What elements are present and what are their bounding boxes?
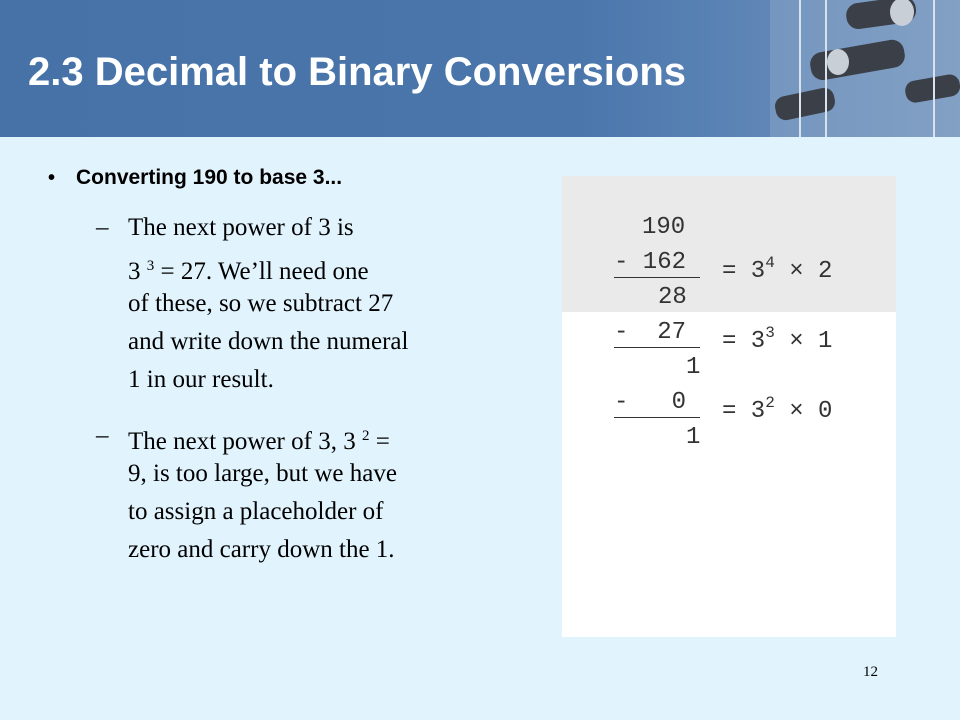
sub-bullet-2-line-1 — [128, 417, 397, 455]
sub-bullet-1-line-4: and write down the numeral — [128, 328, 409, 355]
text-fragment: × 2 — [789, 258, 833, 285]
bullet-item — [48, 163, 342, 193]
text-fragment: = 3 — [722, 398, 766, 425]
text-fragment: = 3 — [722, 258, 766, 285]
text-fragment: = — [369, 428, 390, 455]
dash-icon: – — [96, 422, 109, 449]
slide-title: 2.3 Decimal to Binary Conversions — [28, 50, 687, 94]
exponent: 3 — [146, 258, 155, 274]
sub-bullet-2-line-2: 9, is too large, but we have — [128, 460, 397, 487]
calculation-panel-highlight — [562, 176, 896, 312]
calc-remainder-1: 28 — [658, 284, 687, 311]
calc-remainder-2: 1 — [686, 354, 701, 381]
exponent: 2 — [361, 428, 370, 444]
calc-power-3 — [722, 388, 832, 427]
calc-rule-1 — [614, 277, 700, 278]
text-fragment: = 27. We’ll need one — [154, 258, 369, 285]
sub-bullet-1-line-2 — [128, 247, 408, 285]
exponent: 3 — [765, 324, 775, 342]
sub-bullet-1-line-1: The next power of 3 is — [128, 214, 354, 241]
text-fragment: × 1 — [789, 328, 833, 355]
sub-bullet-1-line-5: 1 in our result. — [128, 366, 274, 393]
calc-rule-3 — [614, 417, 700, 418]
calculation-panel — [562, 176, 896, 637]
page-number: 12 — [863, 664, 878, 680]
title-bar — [0, 0, 960, 137]
exponent: 4 — [765, 254, 775, 272]
bullet-icon: • — [48, 166, 56, 189]
calc-subtraction-1: - 162 — [614, 249, 687, 276]
text-fragment: × 0 — [789, 398, 833, 425]
calc-power-2 — [722, 318, 832, 357]
dash-icon: – — [96, 214, 109, 241]
calc-subtraction-2: - 27 — [614, 319, 687, 346]
calc-power-1 — [722, 248, 832, 287]
exponent: 2 — [765, 394, 775, 412]
calc-subtraction-3: - 0 — [614, 389, 687, 416]
sub-bullet-2-line-3: to assign a placeholder of — [128, 498, 384, 525]
calc-dividend: 190 — [642, 214, 686, 241]
text-fragment: = 3 — [722, 328, 766, 355]
bullet-text: Converting 190 to base 3... — [76, 166, 343, 189]
calc-remainder-3: 1 — [686, 424, 701, 451]
sub-bullet-2-line-4: zero and carry down the 1. — [128, 536, 395, 563]
text-fragment: 3 — [128, 258, 141, 285]
calc-rule-2 — [614, 347, 700, 348]
sub-bullet-1-line-3: of these, so we subtract 27 — [128, 290, 394, 317]
text-fragment: The next power of 3, 3 — [128, 428, 356, 455]
